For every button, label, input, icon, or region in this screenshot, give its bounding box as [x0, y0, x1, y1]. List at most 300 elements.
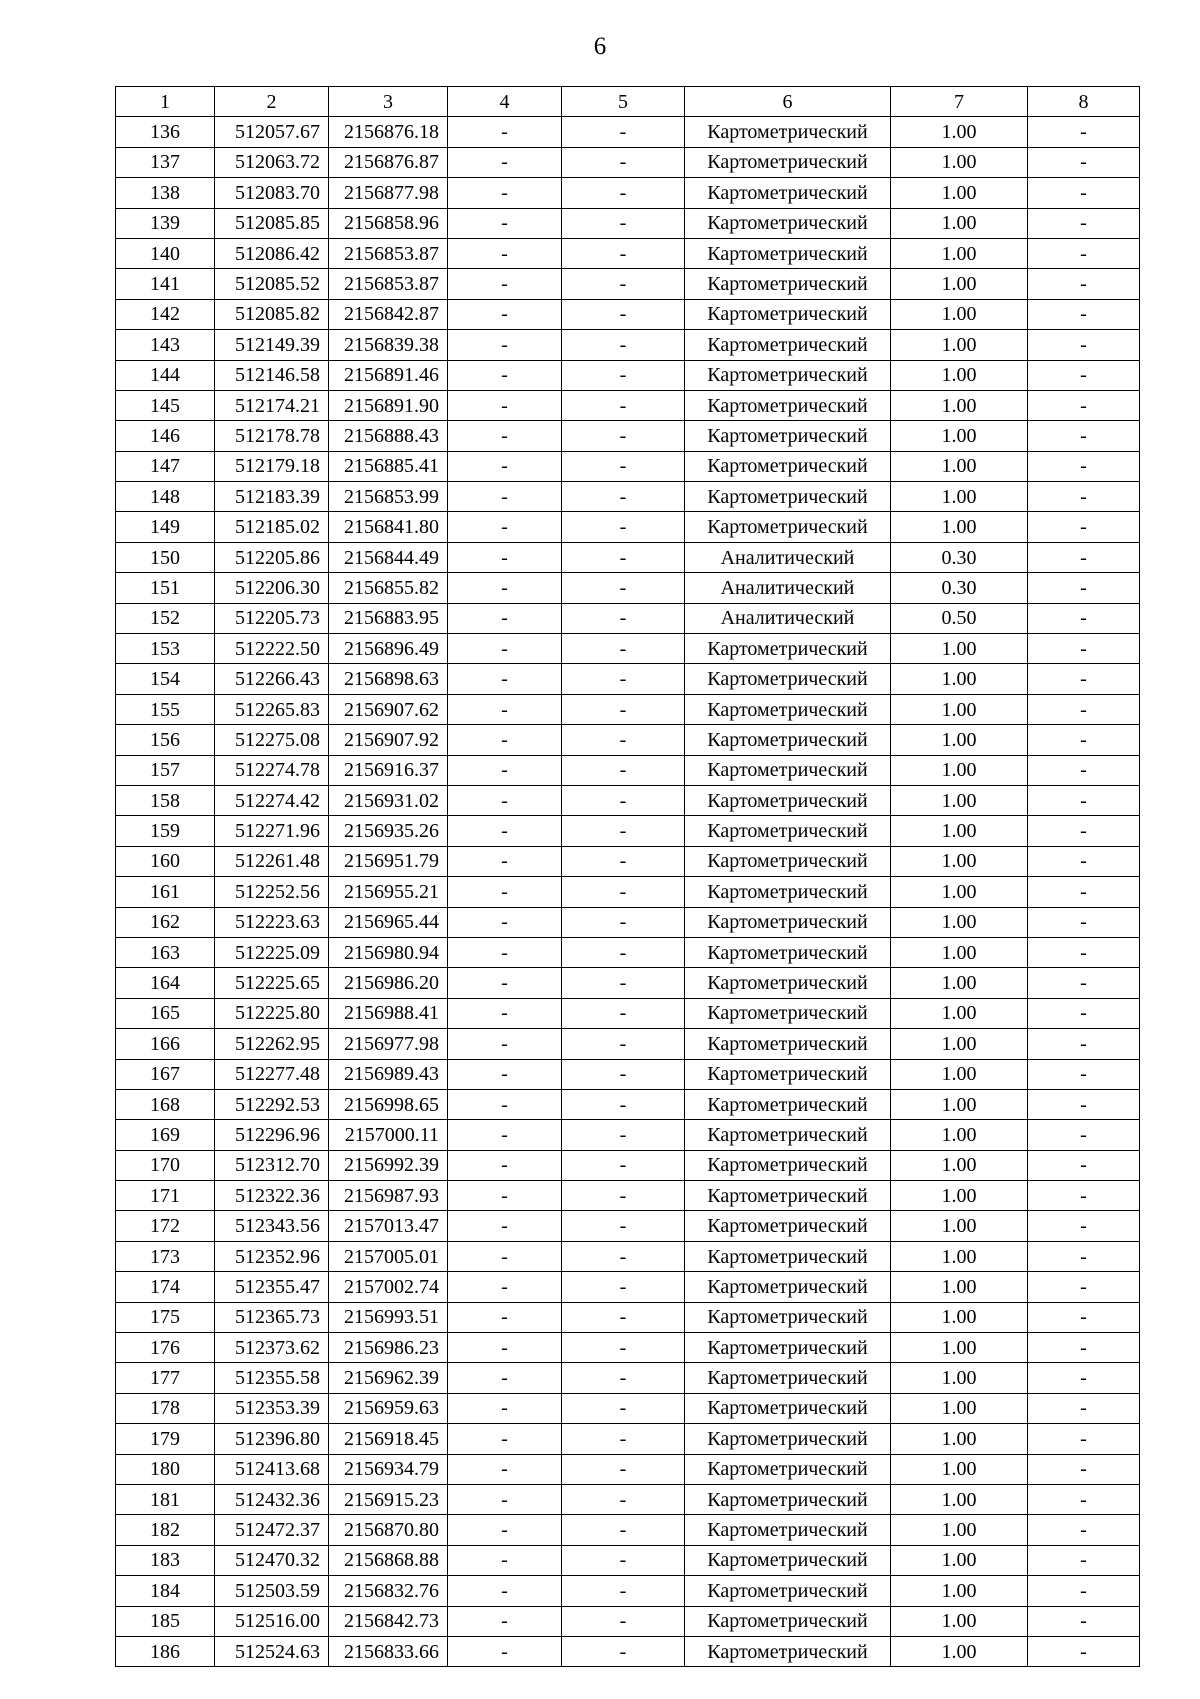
cell-col-8: - — [1028, 1545, 1140, 1575]
cell-col-5: - — [562, 390, 685, 420]
cell-col-5: - — [562, 1545, 685, 1575]
cell-col-8: - — [1028, 1241, 1140, 1271]
cell-col-5: - — [562, 603, 685, 633]
cell-point-number: 182 — [116, 1515, 215, 1545]
cell-x-coordinate: 512265.83 — [215, 694, 329, 724]
table-row — [116, 1454, 1140, 1484]
cell-point-number: 167 — [116, 1059, 215, 1089]
column-header-6: 6 — [685, 87, 891, 117]
cell-col-8: - — [1028, 178, 1140, 208]
cell-col-4: - — [448, 664, 562, 694]
column-header-7: 7 — [891, 87, 1028, 117]
cell-y-coordinate: 2156955.21 — [329, 877, 448, 907]
cell-accuracy: 1.00 — [891, 1272, 1028, 1302]
cell-accuracy: 1.00 — [891, 299, 1028, 329]
cell-col-4: - — [448, 238, 562, 268]
cell-x-coordinate: 512274.78 — [215, 755, 329, 785]
cell-accuracy: 1.00 — [891, 1241, 1028, 1271]
cell-col-4: - — [448, 147, 562, 177]
cell-x-coordinate: 512516.00 — [215, 1606, 329, 1636]
cell-y-coordinate: 2156858.96 — [329, 208, 448, 238]
cell-col-5: - — [562, 1089, 685, 1119]
cell-col-8: - — [1028, 238, 1140, 268]
cell-y-coordinate: 2156876.87 — [329, 147, 448, 177]
cell-accuracy: 1.00 — [891, 846, 1028, 876]
cell-point-number: 165 — [116, 998, 215, 1028]
cell-y-coordinate: 2156989.43 — [329, 1059, 448, 1089]
cell-col-8: - — [1028, 694, 1140, 724]
cell-col-4: - — [448, 937, 562, 967]
cell-col-8: - — [1028, 1181, 1140, 1211]
cell-col-8: - — [1028, 937, 1140, 967]
cell-accuracy: 1.00 — [891, 664, 1028, 694]
cell-accuracy: 1.00 — [891, 178, 1028, 208]
cell-method: Картометрический — [685, 725, 891, 755]
cell-method: Картометрический — [685, 238, 891, 268]
table-row — [116, 664, 1140, 694]
cell-col-4: - — [448, 998, 562, 1028]
cell-point-number: 137 — [116, 147, 215, 177]
cell-y-coordinate: 2156977.98 — [329, 1029, 448, 1059]
cell-col-5: - — [562, 1150, 685, 1180]
cell-col-4: - — [448, 1302, 562, 1332]
cell-col-5: - — [562, 330, 685, 360]
cell-col-5: - — [562, 755, 685, 785]
cell-col-4: - — [448, 421, 562, 451]
cell-point-number: 148 — [116, 482, 215, 512]
cell-x-coordinate: 512432.36 — [215, 1484, 329, 1514]
cell-method: Аналитический — [685, 573, 891, 603]
cell-y-coordinate: 2156842.73 — [329, 1606, 448, 1636]
cell-x-coordinate: 512085.85 — [215, 208, 329, 238]
cell-x-coordinate: 512312.70 — [215, 1150, 329, 1180]
cell-col-5: - — [562, 1211, 685, 1241]
cell-method: Картометрический — [685, 330, 891, 360]
cell-col-8: - — [1028, 725, 1140, 755]
cell-accuracy: 1.00 — [891, 147, 1028, 177]
cell-method: Картометрический — [685, 147, 891, 177]
cell-y-coordinate: 2156844.49 — [329, 542, 448, 572]
cell-point-number: 184 — [116, 1576, 215, 1606]
cell-point-number: 153 — [116, 634, 215, 664]
cell-method: Картометрический — [685, 1272, 891, 1302]
cell-point-number: 166 — [116, 1029, 215, 1059]
table-row — [116, 1393, 1140, 1423]
cell-col-5: - — [562, 1181, 685, 1211]
cell-col-4: - — [448, 1606, 562, 1636]
cell-col-8: - — [1028, 269, 1140, 299]
cell-col-5: - — [562, 482, 685, 512]
cell-point-number: 175 — [116, 1302, 215, 1332]
cell-method: Картометрический — [685, 178, 891, 208]
cell-point-number: 141 — [116, 269, 215, 299]
table-row — [116, 1211, 1140, 1241]
cell-point-number: 168 — [116, 1089, 215, 1119]
cell-accuracy: 1.00 — [891, 937, 1028, 967]
cell-x-coordinate: 512353.39 — [215, 1393, 329, 1423]
cell-col-5: - — [562, 178, 685, 208]
cell-accuracy: 1.00 — [891, 1545, 1028, 1575]
cell-method: Картометрический — [685, 1181, 891, 1211]
cell-method: Картометрический — [685, 937, 891, 967]
table-row — [116, 451, 1140, 481]
cell-col-5: - — [562, 1120, 685, 1150]
cell-y-coordinate: 2156915.23 — [329, 1484, 448, 1514]
cell-accuracy: 1.00 — [891, 360, 1028, 390]
cell-col-5: - — [562, 269, 685, 299]
cell-col-5: - — [562, 573, 685, 603]
cell-col-8: - — [1028, 603, 1140, 633]
table-row — [116, 1515, 1140, 1545]
cell-col-5: - — [562, 451, 685, 481]
table-row — [116, 937, 1140, 967]
cell-col-4: - — [448, 299, 562, 329]
cell-x-coordinate: 512275.08 — [215, 725, 329, 755]
cell-col-4: - — [448, 208, 562, 238]
cell-x-coordinate: 512252.56 — [215, 877, 329, 907]
cell-accuracy: 1.00 — [891, 1484, 1028, 1514]
cell-col-5: - — [562, 846, 685, 876]
cell-col-4: - — [448, 877, 562, 907]
cell-accuracy: 1.00 — [891, 877, 1028, 907]
cell-accuracy: 1.00 — [891, 634, 1028, 664]
cell-method: Картометрический — [685, 1454, 891, 1484]
cell-col-4: - — [448, 816, 562, 846]
table-row — [116, 117, 1140, 147]
cell-y-coordinate: 2156898.63 — [329, 664, 448, 694]
cell-col-5: - — [562, 1059, 685, 1089]
cell-point-number: 179 — [116, 1424, 215, 1454]
cell-method: Картометрический — [685, 1241, 891, 1271]
cell-col-5: - — [562, 1576, 685, 1606]
cell-point-number: 185 — [116, 1606, 215, 1636]
cell-x-coordinate: 512277.48 — [215, 1059, 329, 1089]
cell-col-5: - — [562, 907, 685, 937]
cell-y-coordinate: 2157013.47 — [329, 1211, 448, 1241]
table-row — [116, 1576, 1140, 1606]
cell-col-5: - — [562, 1029, 685, 1059]
cell-x-coordinate: 512149.39 — [215, 330, 329, 360]
cell-col-5: - — [562, 634, 685, 664]
cell-method: Картометрический — [685, 1059, 891, 1089]
cell-accuracy: 1.00 — [891, 1211, 1028, 1241]
cell-method: Картометрический — [685, 1302, 891, 1332]
table-row — [116, 968, 1140, 998]
table-row — [116, 1272, 1140, 1302]
cell-method: Картометрический — [685, 664, 891, 694]
cell-method: Картометрический — [685, 482, 891, 512]
table-row — [116, 1424, 1140, 1454]
cell-method: Картометрический — [685, 1333, 891, 1363]
cell-x-coordinate: 512352.96 — [215, 1241, 329, 1271]
cell-accuracy: 1.00 — [891, 421, 1028, 451]
cell-x-coordinate: 512396.80 — [215, 1424, 329, 1454]
table-row — [116, 208, 1140, 238]
table-row — [116, 1241, 1140, 1271]
table-row — [116, 238, 1140, 268]
cell-col-4: - — [448, 360, 562, 390]
cell-col-4: - — [448, 117, 562, 147]
table-row — [116, 573, 1140, 603]
cell-accuracy: 1.00 — [891, 1089, 1028, 1119]
cell-point-number: 177 — [116, 1363, 215, 1393]
cell-method: Картометрический — [685, 816, 891, 846]
cell-method: Картометрический — [685, 998, 891, 1028]
table-row — [116, 725, 1140, 755]
cell-col-5: - — [562, 147, 685, 177]
cell-y-coordinate: 2156853.99 — [329, 482, 448, 512]
cell-x-coordinate: 512271.96 — [215, 816, 329, 846]
table-row — [116, 512, 1140, 542]
cell-point-number: 163 — [116, 937, 215, 967]
cell-accuracy: 1.00 — [891, 1181, 1028, 1211]
cell-y-coordinate: 2156891.90 — [329, 390, 448, 420]
cell-col-8: - — [1028, 451, 1140, 481]
table-row — [116, 542, 1140, 572]
cell-col-8: - — [1028, 1302, 1140, 1332]
cell-method: Картометрический — [685, 877, 891, 907]
cell-col-5: - — [562, 1302, 685, 1332]
cell-y-coordinate: 2156980.94 — [329, 937, 448, 967]
cell-col-8: - — [1028, 542, 1140, 572]
cell-accuracy: 1.00 — [891, 816, 1028, 846]
cell-point-number: 155 — [116, 694, 215, 724]
cell-col-4: - — [448, 1029, 562, 1059]
table-row — [116, 1059, 1140, 1089]
cell-point-number: 176 — [116, 1333, 215, 1363]
table-row — [116, 1545, 1140, 1575]
cell-y-coordinate: 2156907.92 — [329, 725, 448, 755]
table-row — [116, 907, 1140, 937]
cell-x-coordinate: 512146.58 — [215, 360, 329, 390]
cell-y-coordinate: 2156988.41 — [329, 998, 448, 1028]
cell-col-8: - — [1028, 512, 1140, 542]
cell-method: Картометрический — [685, 755, 891, 785]
table-body — [116, 117, 1140, 1667]
cell-accuracy: 1.00 — [891, 1393, 1028, 1423]
cell-y-coordinate: 2156833.66 — [329, 1636, 448, 1666]
cell-x-coordinate: 512413.68 — [215, 1454, 329, 1484]
cell-col-5: - — [562, 542, 685, 572]
cell-point-number: 144 — [116, 360, 215, 390]
cell-x-coordinate: 512205.86 — [215, 542, 329, 572]
cell-col-4: - — [448, 573, 562, 603]
cell-point-number: 143 — [116, 330, 215, 360]
cell-y-coordinate: 2156841.80 — [329, 512, 448, 542]
cell-x-coordinate: 512503.59 — [215, 1576, 329, 1606]
cell-point-number: 158 — [116, 785, 215, 815]
cell-col-4: - — [448, 1333, 562, 1363]
column-header-3: 3 — [329, 87, 448, 117]
cell-col-4: - — [448, 634, 562, 664]
cell-col-5: - — [562, 694, 685, 724]
cell-x-coordinate: 512086.42 — [215, 238, 329, 268]
cell-point-number: 136 — [116, 117, 215, 147]
table-row — [116, 1302, 1140, 1332]
cell-col-4: - — [448, 1089, 562, 1119]
table-row — [116, 877, 1140, 907]
cell-col-4: - — [448, 1484, 562, 1514]
cell-accuracy: 1.00 — [891, 1424, 1028, 1454]
cell-x-coordinate: 512185.02 — [215, 512, 329, 542]
cell-point-number: 180 — [116, 1454, 215, 1484]
cell-x-coordinate: 512222.50 — [215, 634, 329, 664]
cell-x-coordinate: 512085.82 — [215, 299, 329, 329]
cell-col-4: - — [448, 1211, 562, 1241]
table-row — [116, 421, 1140, 451]
cell-point-number: 156 — [116, 725, 215, 755]
cell-col-4: - — [448, 482, 562, 512]
cell-accuracy: 1.00 — [891, 1363, 1028, 1393]
cell-accuracy: 1.00 — [891, 451, 1028, 481]
cell-accuracy: 1.00 — [891, 785, 1028, 815]
cell-x-coordinate: 512183.39 — [215, 482, 329, 512]
cell-col-4: - — [448, 968, 562, 998]
cell-col-8: - — [1028, 1211, 1140, 1241]
cell-point-number: 181 — [116, 1484, 215, 1514]
cell-col-8: - — [1028, 998, 1140, 1028]
cell-method: Картометрический — [685, 1029, 891, 1059]
table-row — [116, 1636, 1140, 1666]
cell-x-coordinate: 512225.09 — [215, 937, 329, 967]
cell-accuracy: 1.00 — [891, 269, 1028, 299]
cell-x-coordinate: 512470.32 — [215, 1545, 329, 1575]
cell-accuracy: 1.00 — [891, 330, 1028, 360]
table-row — [116, 846, 1140, 876]
cell-y-coordinate: 2156855.82 — [329, 573, 448, 603]
table-row — [116, 178, 1140, 208]
cell-method: Картометрический — [685, 1363, 891, 1393]
page-number: 6 — [593, 33, 607, 60]
cell-point-number: 151 — [116, 573, 215, 603]
cell-y-coordinate: 2156931.02 — [329, 785, 448, 815]
cell-col-8: - — [1028, 1424, 1140, 1454]
cell-method: Картометрический — [685, 1120, 891, 1150]
cell-x-coordinate: 512225.80 — [215, 998, 329, 1028]
cell-col-8: - — [1028, 1272, 1140, 1302]
cell-col-5: - — [562, 1333, 685, 1363]
table-row — [116, 482, 1140, 512]
cell-col-5: - — [562, 1363, 685, 1393]
cell-method: Картометрический — [685, 1393, 891, 1423]
table-row — [116, 603, 1140, 633]
cell-y-coordinate: 2156986.23 — [329, 1333, 448, 1363]
cell-y-coordinate: 2156832.76 — [329, 1576, 448, 1606]
cell-point-number: 183 — [116, 1545, 215, 1575]
cell-y-coordinate: 2156877.98 — [329, 178, 448, 208]
cell-col-4: - — [448, 451, 562, 481]
cell-col-5: - — [562, 1241, 685, 1271]
cell-point-number: 138 — [116, 178, 215, 208]
cell-col-5: - — [562, 968, 685, 998]
cell-x-coordinate: 512262.95 — [215, 1029, 329, 1059]
cell-col-8: - — [1028, 1150, 1140, 1180]
table-row — [116, 755, 1140, 785]
cell-accuracy: 0.50 — [891, 603, 1028, 633]
cell-accuracy: 1.00 — [891, 907, 1028, 937]
cell-col-8: - — [1028, 755, 1140, 785]
table-row — [116, 1029, 1140, 1059]
cell-col-4: - — [448, 330, 562, 360]
table-row — [116, 816, 1140, 846]
cell-point-number: 152 — [116, 603, 215, 633]
cell-col-5: - — [562, 998, 685, 1028]
column-header-1: 1 — [116, 87, 215, 117]
column-header-2: 2 — [215, 87, 329, 117]
cell-y-coordinate: 2156993.51 — [329, 1302, 448, 1332]
cell-accuracy: 1.00 — [891, 1059, 1028, 1089]
cell-method: Картометрический — [685, 1606, 891, 1636]
table-row — [116, 1181, 1140, 1211]
cell-point-number: 140 — [116, 238, 215, 268]
cell-accuracy: 1.00 — [891, 1606, 1028, 1636]
table-row — [116, 634, 1140, 664]
cell-col-5: - — [562, 360, 685, 390]
cell-col-5: - — [562, 208, 685, 238]
cell-col-4: - — [448, 269, 562, 299]
table-row — [116, 360, 1140, 390]
cell-point-number: 160 — [116, 846, 215, 876]
cell-col-8: - — [1028, 299, 1140, 329]
cell-method: Картометрический — [685, 390, 891, 420]
cell-y-coordinate: 2156951.79 — [329, 846, 448, 876]
cell-accuracy: 0.30 — [891, 573, 1028, 603]
cell-point-number: 146 — [116, 421, 215, 451]
cell-method: Аналитический — [685, 603, 891, 633]
cell-x-coordinate: 512261.48 — [215, 846, 329, 876]
cell-col-4: - — [448, 1545, 562, 1575]
cell-y-coordinate: 2156876.18 — [329, 117, 448, 147]
cell-col-8: - — [1028, 390, 1140, 420]
cell-x-coordinate: 512355.58 — [215, 1363, 329, 1393]
cell-col-8: - — [1028, 816, 1140, 846]
cell-point-number: 162 — [116, 907, 215, 937]
cell-accuracy: 1.00 — [891, 117, 1028, 147]
cell-col-8: - — [1028, 1515, 1140, 1545]
cell-y-coordinate: 2156992.39 — [329, 1150, 448, 1180]
cell-x-coordinate: 512063.72 — [215, 147, 329, 177]
cell-method: Картометрический — [685, 785, 891, 815]
cell-x-coordinate: 512365.73 — [215, 1302, 329, 1332]
cell-y-coordinate: 2156987.93 — [329, 1181, 448, 1211]
cell-y-coordinate: 2156959.63 — [329, 1393, 448, 1423]
cell-point-number: 154 — [116, 664, 215, 694]
cell-col-8: - — [1028, 1393, 1140, 1423]
cell-col-4: - — [448, 785, 562, 815]
cell-col-8: - — [1028, 117, 1140, 147]
cell-accuracy: 1.00 — [891, 755, 1028, 785]
cell-col-4: - — [448, 1181, 562, 1211]
cell-col-8: - — [1028, 1333, 1140, 1363]
cell-accuracy: 0.30 — [891, 542, 1028, 572]
cell-col-8: - — [1028, 360, 1140, 390]
cell-col-5: - — [562, 664, 685, 694]
cell-method: Аналитический — [685, 542, 891, 572]
cell-col-8: - — [1028, 1484, 1140, 1514]
cell-y-coordinate: 2156935.26 — [329, 816, 448, 846]
table-row — [116, 1484, 1140, 1514]
cell-method: Картометрический — [685, 269, 891, 299]
cell-method: Картометрический — [685, 634, 891, 664]
cell-y-coordinate: 2156839.38 — [329, 330, 448, 360]
cell-point-number: 147 — [116, 451, 215, 481]
cell-method: Картометрический — [685, 1484, 891, 1514]
cell-col-8: - — [1028, 634, 1140, 664]
cell-x-coordinate: 512085.52 — [215, 269, 329, 299]
cell-col-4: - — [448, 755, 562, 785]
cell-point-number: 178 — [116, 1393, 215, 1423]
cell-col-8: - — [1028, 208, 1140, 238]
